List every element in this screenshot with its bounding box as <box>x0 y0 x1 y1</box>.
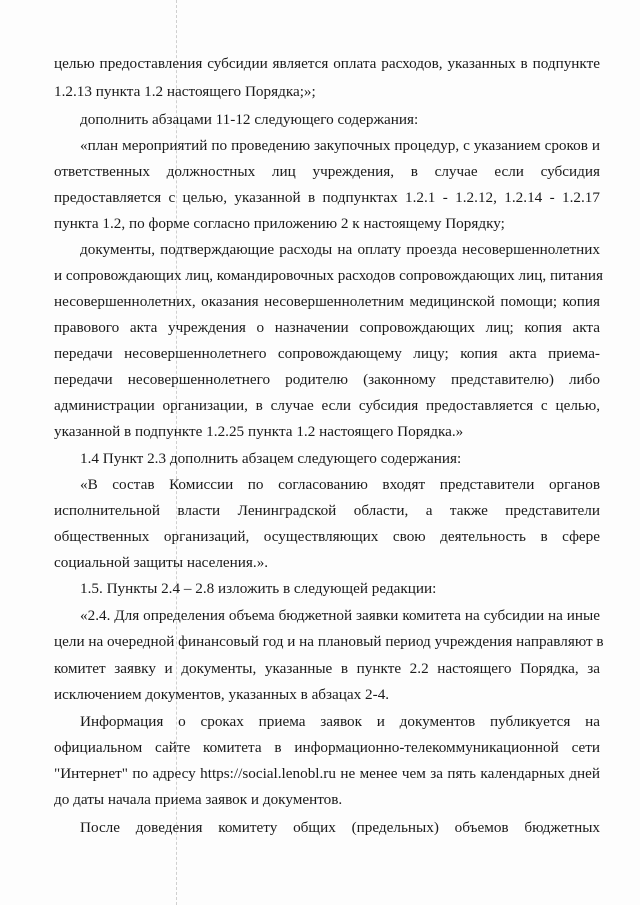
text-line-16: 1.4 Пункт 2.3 дополнить абзацем следующего содержания: <box>80 450 462 467</box>
text-line-4: «план мероприятий по проведению закупочных процедур, с указанием сроков и <box>80 137 600 154</box>
text-line-3: дополнить абзацами 11-12 следующего содержания: <box>80 111 419 128</box>
text-line-24: комитет заявку и документы, указанные в пункте 2.2 настоящего Порядка, за <box>54 660 600 677</box>
text-line-6: предоставляется с целью, указанной в подпунктах 1.2.1 - 1.2.12, 1.2.14 - 1.2.17 <box>54 189 600 206</box>
text-line-17: «В состав Комиссии по согласованию входят представители органов <box>80 476 600 493</box>
text-line-10: несовершеннолетних, оказания несовершеннолетним медицинской помощи; копия <box>54 293 600 310</box>
text-line-5: ответственных должностных лиц учреждения, в случае если субсидия <box>54 163 600 180</box>
text-line-18: исполнительной власти Ленинградской области, а также представители <box>54 502 600 519</box>
text-line-15: указанной в подпункте 1.2.25 пункта 1.2 настоящего Порядка.» <box>54 423 464 440</box>
text-line-29: до даты начала приема заявок и документов. <box>54 791 343 808</box>
text-line-2: 1.2.13 пункта 1.2 настоящего Порядка;»; <box>54 83 316 100</box>
text-line-26: Информация о сроках приема заявок и документов публикуется на <box>80 713 600 730</box>
text-line-20: социальной защиты населения.». <box>54 554 269 571</box>
text-line-22: «2.4. Для определения объема бюджетной заявки комитета на субсидии на иные <box>80 607 600 624</box>
text-line-9: и сопровождающих лиц, командировочных расходов сопровождающих лиц, питания <box>54 267 604 284</box>
text-line-7: пункта 1.2, по форме согласно приложению 2 к настоящему Порядку; <box>54 215 505 232</box>
text-line-1: целью предоставления субсидии является оплата расходов, указанных в подпункте <box>54 55 600 72</box>
text-line-12: передачи несовершеннолетнего сопровождающему лицу; копия акта приема- <box>54 345 600 362</box>
text-line-27: официальном сайте комитета в информационно-телекоммуникационной сети <box>54 739 600 756</box>
text-line-25: исключением документов, указанных в абзацах 2-4. <box>54 686 390 703</box>
text-line-28: "Интернет" по адресу https://social.lenobl.ru не менее чем за пять календарных дней <box>54 765 600 782</box>
text-line-14: администрации организации, в случае если субсидия предоставляется с целью, <box>54 397 600 414</box>
text-line-23: цели на очередной финансовый год и на плановый период учреждения направляют в <box>54 633 604 650</box>
text-line-13: передачи несовершеннолетнего родителю (законному представителю) либо <box>54 371 600 388</box>
text-line-8: документы, подтверждающие расходы на оплату проезда несовершеннолетних <box>80 241 600 258</box>
text-line-19: общественных организаций, осуществляющих свою деятельность в сфере <box>54 528 600 545</box>
text-line-11: правового акта учреждения о назначении сопровождающих лиц; копия акта <box>54 319 600 336</box>
text-line-21: 1.5. Пункты 2.4 – 2.8 изложить в следующей редакции: <box>80 580 437 597</box>
text-line-30: После доведения комитету общих (предельных) объемов бюджетных <box>80 819 600 836</box>
